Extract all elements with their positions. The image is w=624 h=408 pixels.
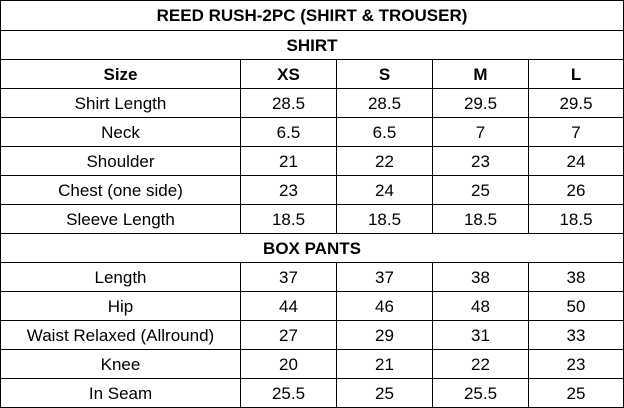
size-l-header: L [529,60,624,89]
size-xs-value: 21 [241,147,337,176]
size-xs-value: 37 [241,263,337,292]
size-s-value: 18.5 [337,205,433,234]
size-s-value: 21 [337,350,433,379]
measure-name: Neck [1,118,241,147]
size-s-value: 37 [337,263,433,292]
shirt-section-heading: SHIRT [1,31,624,60]
size-l-value: 38 [529,263,624,292]
measure-name: Sleeve Length [1,205,241,234]
size-chart-body [1,1,624,408]
pants-measurement-row [1,292,624,321]
pants-measurement-row [1,379,624,408]
size-xs-value: 6.5 [241,118,337,147]
size-m-header: M [433,60,529,89]
measure-name: In Seam [1,379,241,408]
size-s-value: 22 [337,147,433,176]
size-m-value: 25 [433,176,529,205]
size-s-value: 24 [337,176,433,205]
shirt-section-row [1,31,624,60]
size-m-value: 48 [433,292,529,321]
size-s-value: 28.5 [337,89,433,118]
size-s-value: 25 [337,379,433,408]
measure-name: Shoulder [1,147,241,176]
size-l-value: 23 [529,350,624,379]
size-m-value: 38 [433,263,529,292]
size-xs-value: 44 [241,292,337,321]
size-m-value: 29.5 [433,89,529,118]
chart-title: REED RUSH-2PC (SHIRT & TROUSER) [1,1,624,31]
size-label-header: Size [1,60,241,89]
size-l-value: 25 [529,379,624,408]
size-xs-value: 28.5 [241,89,337,118]
measure-name: Length [1,263,241,292]
measure-name: Knee [1,350,241,379]
size-l-value: 24 [529,147,624,176]
size-m-value: 18.5 [433,205,529,234]
size-xs-value: 27 [241,321,337,350]
size-xs-header: XS [241,60,337,89]
size-m-value: 25.5 [433,379,529,408]
size-s-value: 29 [337,321,433,350]
size-l-value: 26 [529,176,624,205]
size-l-value: 18.5 [529,205,624,234]
size-l-value: 50 [529,292,624,321]
pants-measurement-row [1,263,624,292]
size-l-value: 7 [529,118,624,147]
shirt-measurement-row [1,176,624,205]
size-s-value: 46 [337,292,433,321]
title-row [1,1,624,31]
size-l-value: 33 [529,321,624,350]
size-s-header: S [337,60,433,89]
pants-section-row [1,234,624,263]
size-header-row [1,60,624,89]
size-xs-value: 23 [241,176,337,205]
size-xs-value: 18.5 [241,205,337,234]
shirt-measurement-row [1,118,624,147]
measure-name: Hip [1,292,241,321]
pants-measurement-row [1,350,624,379]
shirt-measurement-row [1,89,624,118]
size-s-value: 6.5 [337,118,433,147]
pants-section-heading: BOX PANTS [1,234,624,263]
size-xs-value: 25.5 [241,379,337,408]
pants-measurement-row [1,321,624,350]
measure-name: Shirt Length [1,89,241,118]
measure-name: Chest (one side) [1,176,241,205]
size-m-value: 23 [433,147,529,176]
size-m-value: 7 [433,118,529,147]
size-m-value: 31 [433,321,529,350]
shirt-measurement-row [1,147,624,176]
size-xs-value: 20 [241,350,337,379]
size-m-value: 22 [433,350,529,379]
size-l-value: 29.5 [529,89,624,118]
measure-name: Waist Relaxed (Allround) [1,321,241,350]
shirt-measurement-row [1,205,624,234]
